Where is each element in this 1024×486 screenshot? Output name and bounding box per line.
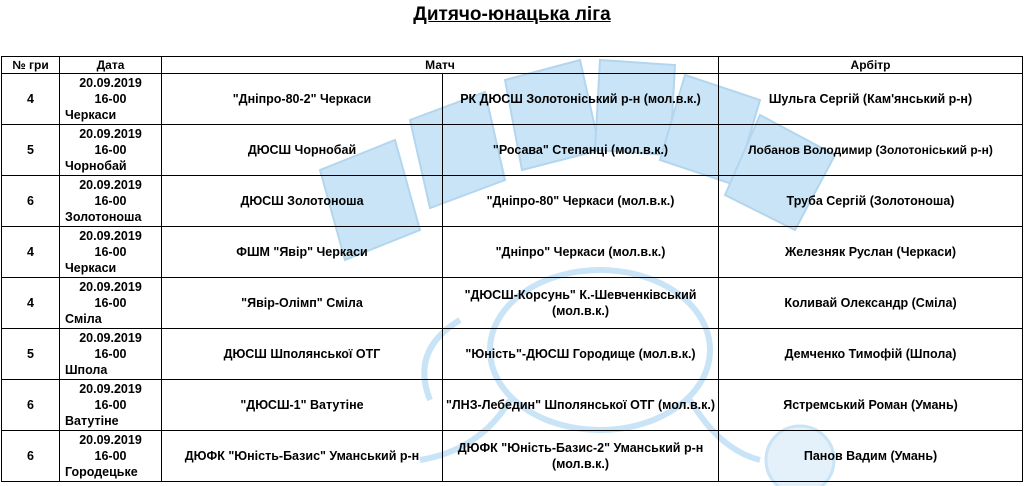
date-cell [60, 380, 162, 431]
away-team-cell: "ЛНЗ-Лебедин" Шполянської ОТГ (мол.в.к.) [443, 380, 719, 431]
place-text: Сміла [65, 312, 102, 326]
header-game-no: № гри [2, 57, 60, 74]
away-team-cell: "Дніпро-80" Черкаси (мол.в.к.) [443, 176, 719, 227]
header-date: Дата [60, 57, 162, 74]
referee-cell: Лобанов Володимир (Золотоніський р-н) [719, 125, 1023, 176]
referee-cell: Демченко Тимофій (Шпола) [719, 329, 1023, 380]
place-text: Ватутіне [65, 414, 119, 428]
game-no-cell: 5 [2, 329, 60, 380]
date-text: 20.09.2019 [79, 280, 142, 294]
time-text: 16-00 [94, 398, 127, 412]
time-text: 16-00 [94, 143, 127, 157]
date-cell [60, 74, 162, 125]
header-match: Матч [162, 57, 719, 74]
away-team-cell: РК ДЮСШ Золотоніський р-н (мол.в.к.) [443, 74, 719, 125]
table-row [2, 74, 1023, 125]
date-text: 20.09.2019 [79, 331, 142, 345]
table-row [2, 125, 1023, 176]
table-row [2, 329, 1023, 380]
place-text: Черкаси [65, 108, 117, 122]
place-text: Шпола [65, 363, 108, 377]
away-team-cell: ДЮФК "Юність-Базис-2" Уманський р-н (мол.в.к.) [443, 431, 719, 482]
table-row [2, 176, 1023, 227]
table-row [2, 380, 1023, 431]
place-text: Черкаси [65, 261, 117, 275]
header-referee: Арбітр [719, 57, 1023, 74]
home-team-cell: "ДЮСШ-1" Ватутіне [162, 380, 443, 431]
referee-cell: Панов Вадим (Умань) [719, 431, 1023, 482]
home-team-cell: "Явір-Олімп" Сміла [162, 278, 443, 329]
schedule-table [1, 56, 1023, 482]
away-team-cell: "Росава" Степанці (мол.в.к.) [443, 125, 719, 176]
page-title: Дитячо-юнацька ліга [413, 4, 611, 25]
game-no-cell: 4 [2, 278, 60, 329]
place-text: Городецьке [65, 465, 138, 479]
game-no-cell: 4 [2, 74, 60, 125]
date-text: 20.09.2019 [79, 382, 142, 396]
time-text: 16-00 [94, 347, 127, 361]
date-text: 20.09.2019 [79, 127, 142, 141]
date-cell [60, 431, 162, 482]
home-team-cell: ДЮСШ Шполянської ОТГ [162, 329, 443, 380]
game-no-cell: 6 [2, 431, 60, 482]
away-team-cell: "Юність"-ДЮСШ Городище (мол.в.к.) [443, 329, 719, 380]
referee-cell: Железняк Руслан (Черкаси) [719, 227, 1023, 278]
place-text: Золотоноша [65, 210, 142, 224]
time-text: 16-00 [94, 449, 127, 463]
date-text: 20.09.2019 [79, 229, 142, 243]
table-row [2, 431, 1023, 482]
home-team-cell: ДЮСШ Золотоноша [162, 176, 443, 227]
home-team-cell: "Дніпро-80-2" Черкаси [162, 74, 443, 125]
home-team-cell: ДЮФК "Юність-Базис" Уманський р-н [162, 431, 443, 482]
date-cell [60, 329, 162, 380]
table-row [2, 278, 1023, 329]
table-row [2, 227, 1023, 278]
date-text: 20.09.2019 [79, 178, 142, 192]
date-cell [60, 227, 162, 278]
game-no-cell: 5 [2, 125, 60, 176]
time-text: 16-00 [94, 92, 127, 106]
referee-cell: Коливай Олександр (Сміла) [719, 278, 1023, 329]
time-text: 16-00 [94, 194, 127, 208]
game-no-cell: 6 [2, 176, 60, 227]
referee-cell: Труба Сергій (Золотоноша) [719, 176, 1023, 227]
date-cell [60, 278, 162, 329]
place-text: Чорнобай [65, 159, 127, 173]
date-cell [60, 176, 162, 227]
referee-cell: Ястремський Роман (Умань) [719, 380, 1023, 431]
time-text: 16-00 [94, 296, 127, 310]
date-text: 20.09.2019 [79, 76, 142, 90]
away-team-cell: "Дніпро" Черкаси (мол.в.к.) [443, 227, 719, 278]
home-team-cell: ФШМ "Явір" Черкаси [162, 227, 443, 278]
header-row [2, 57, 1023, 74]
home-team-cell: ДЮСШ Чорнобай [162, 125, 443, 176]
game-no-cell: 4 [2, 227, 60, 278]
date-cell [60, 125, 162, 176]
away-team-cell: "ДЮСШ-Корсунь" К.-Шевченківський (мол.в.к.) [443, 278, 719, 329]
game-no-cell: 6 [2, 380, 60, 431]
time-text: 16-00 [94, 245, 127, 259]
date-text: 20.09.2019 [79, 433, 142, 447]
referee-cell: Шульга Сергій (Кам'янський р-н) [719, 74, 1023, 125]
